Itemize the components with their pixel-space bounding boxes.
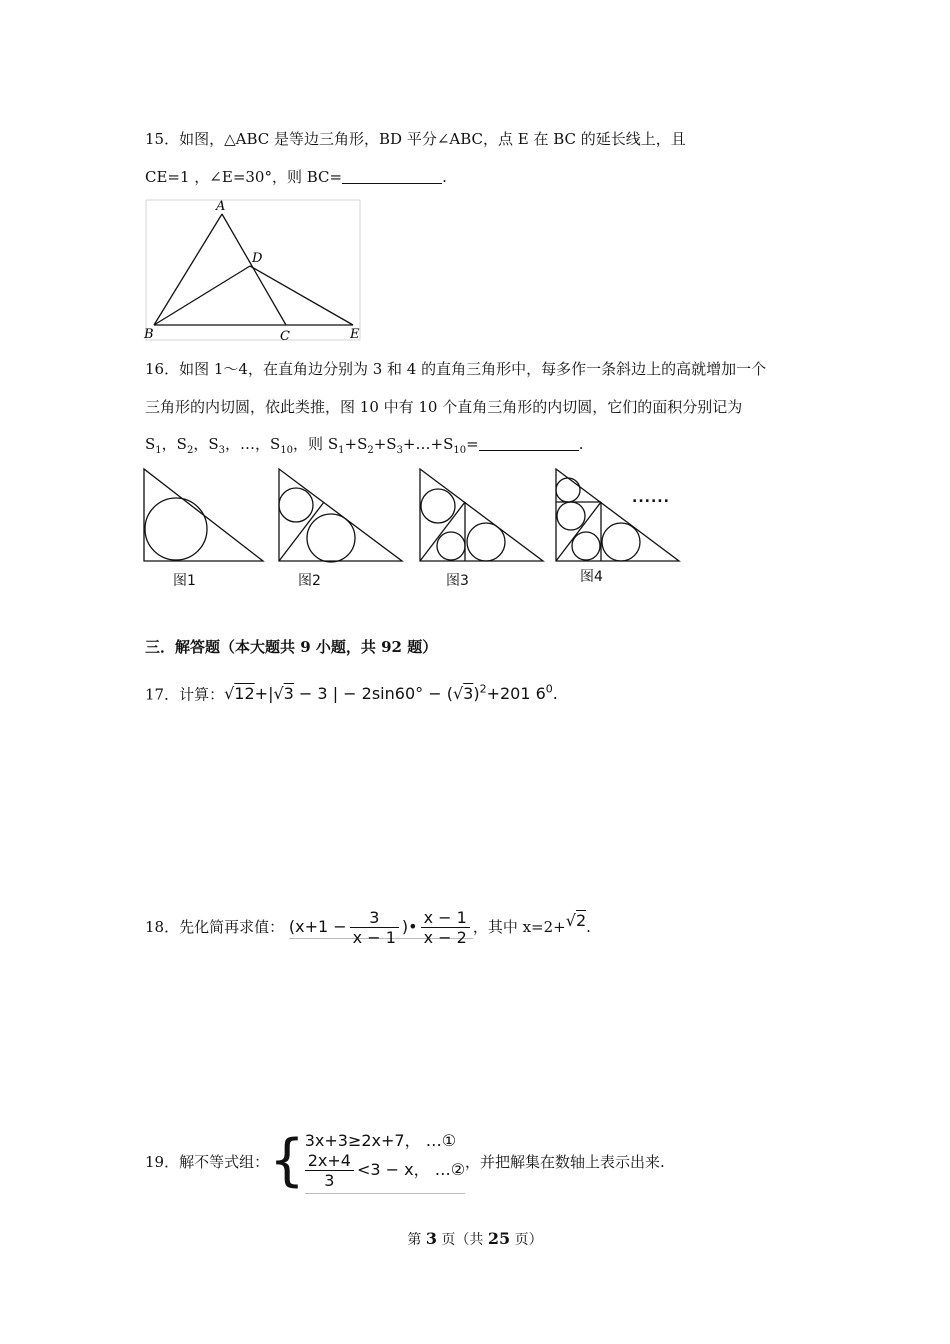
- incircle-figure-4: [553, 466, 683, 564]
- label-b: B: [144, 327, 154, 342]
- caption-fig3: 图3: [446, 573, 469, 589]
- continuation-dots: ......: [632, 490, 670, 506]
- section-3-title: 三．解答题（本大题共 9 小题，共 92 题）: [145, 638, 438, 656]
- q18-line: 18．先化简再求值： (x+1 − $\frac{3}{x - 1}$ )• $\frac{x - 1}{x - 2}$ ，其中 x=2+$^{√2}$.: [145, 908, 591, 947]
- q16-line1: 16．如图 1～4，在直角边分别为 3 和 4 的直角三角形中，每多作一条斜边上的高就增加一个: [145, 360, 767, 378]
- incircle-figure-2: [276, 466, 406, 564]
- q15-line2: [145, 166, 447, 187]
- q16-line2: 三角形的内切圆，依此类推，图 10 中有 10 个直角三角形的内切圆，它们的面积分别记为: [145, 398, 743, 416]
- triangle-figure: [140, 196, 365, 344]
- system-brace: {: [269, 1128, 305, 1193]
- caption-fig4: 图4: [580, 569, 603, 585]
- caption-fig2: 图2: [298, 573, 321, 589]
- q16-line3: $S_1$，$S_2$，$S_3$，…，$S_{10}$，则 $S_1+S_2+S_3+\dots+S_{10}=$ .: [145, 435, 584, 456]
- answer-blank: [342, 169, 442, 184]
- inequality-2: $\frac{2x+4}{3}$ <3 − x， …②: [305, 1151, 465, 1190]
- caption-fig1: 图1: [173, 573, 196, 589]
- period: .: [442, 168, 447, 186]
- label-c: C: [280, 329, 290, 344]
- label-d: D: [252, 251, 263, 266]
- incircle-figure-1: [141, 466, 266, 564]
- label-e: E: [350, 327, 360, 342]
- q19-line: 19．解不等式组： { 3x+3≥2x+7， …① $\frac{2x+4}{3}$ <3 − x， …② ，并把解集在数轴上表示出来.: [145, 1128, 665, 1193]
- answer-blank: [479, 436, 579, 451]
- inequality-1: 3x+3≥2x+7， …①: [304, 1131, 457, 1150]
- q15-line1: 15．如图，△ABC 是等边三角形，BD 平分∠ABC，点 E 在 BC 的延长线上，且: [145, 130, 686, 148]
- q17-line: 17．计算：√12+|√3 − 3 | − $2\sin 60^\circ - (√3)^2+201$ $6^0$.: [145, 683, 558, 704]
- label-a: A: [216, 199, 226, 214]
- q15-text: CE=1 ，∠E=30°，则 BC=: [145, 168, 343, 186]
- page-footer: 第 3 页（共 25 页）: [407, 1229, 543, 1248]
- incircle-figure-3: [417, 466, 547, 564]
